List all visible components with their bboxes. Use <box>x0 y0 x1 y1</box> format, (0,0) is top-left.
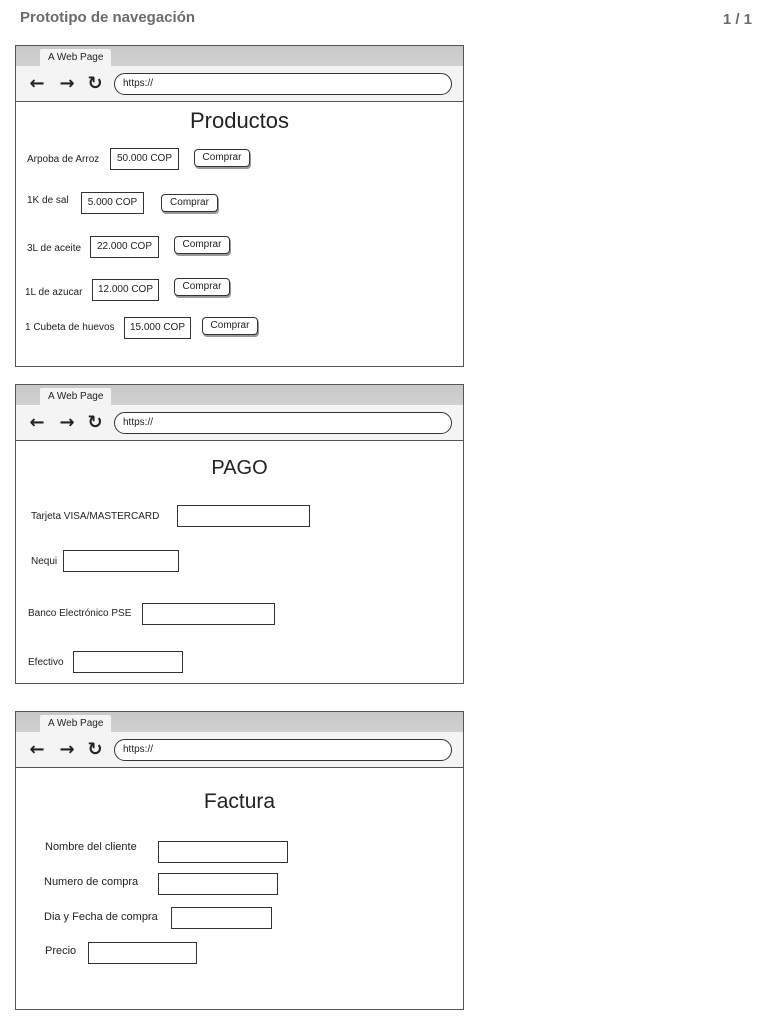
browser-window-pago <box>15 384 464 684</box>
browser-tab[interactable]: A Web Page <box>40 715 111 732</box>
comprar-button[interactable]: Comprar <box>174 278 230 296</box>
browser-toolbar <box>16 405 463 441</box>
product-price: 12.000 COP <box>92 279 159 301</box>
page-title: Factura <box>203 790 276 813</box>
comprar-button[interactable]: Comprar <box>174 236 230 254</box>
arrow-right-icon[interactable]: → <box>59 411 75 433</box>
factura-content <box>16 768 463 1009</box>
arrow-left-icon[interactable]: ← <box>29 738 45 760</box>
url-bar[interactable]: https:// <box>114 739 452 761</box>
page-title: Productos <box>189 108 290 133</box>
tab-strip <box>16 385 463 405</box>
factura-label: Dia y Fecha de compra <box>44 911 158 923</box>
comprar-button[interactable]: Comprar <box>161 194 218 212</box>
arrow-left-icon[interactable]: ← <box>29 411 45 433</box>
payment-label: Nequi <box>31 556 58 567</box>
efectivo-input[interactable] <box>73 651 183 673</box>
product-price: 5.000 COP <box>81 192 144 214</box>
tab-strip <box>16 712 463 732</box>
product-price: 50.000 COP <box>110 148 179 170</box>
numero-compra-input[interactable] <box>158 873 278 895</box>
factura-label: Numero de compra <box>44 876 139 888</box>
page-indicator: 1 / 1 <box>722 11 752 28</box>
page-title: PAGO <box>211 457 268 479</box>
payment-label: Tarjeta VISA/MASTERCARD <box>31 511 160 522</box>
browser-tab[interactable]: A Web Page <box>40 388 111 405</box>
product-price: 15.000 COP <box>124 317 191 339</box>
browser-toolbar <box>16 732 463 768</box>
fecha-compra-input[interactable] <box>171 907 272 929</box>
productos-content <box>16 102 463 366</box>
pago-content <box>16 441 463 683</box>
precio-input[interactable] <box>88 942 197 964</box>
product-name: 1K de sal <box>27 195 69 206</box>
payment-label: Banco Electrónico PSE <box>28 608 132 619</box>
comprar-button[interactable]: Comprar <box>194 149 250 167</box>
factura-label: Nombre del cliente <box>45 841 137 853</box>
reload-icon[interactable]: ↻ <box>87 738 103 760</box>
reload-icon[interactable]: ↻ <box>87 411 103 433</box>
reload-icon[interactable]: ↻ <box>87 72 103 94</box>
browser-tab[interactable]: A Web Page <box>40 49 111 66</box>
url-bar[interactable]: https:// <box>114 73 452 95</box>
nequi-input[interactable] <box>63 550 179 572</box>
product-name: 3L de aceite <box>27 243 82 254</box>
browser-window-productos <box>15 45 464 367</box>
pse-input[interactable] <box>142 603 275 625</box>
tab-strip <box>16 46 463 66</box>
browser-window-factura <box>15 711 464 1010</box>
arrow-right-icon[interactable]: → <box>59 72 75 94</box>
payment-label: Efectivo <box>28 657 64 668</box>
document-title: Prototipo de navegación <box>20 9 196 26</box>
product-name: 1 Cubeta de huevos <box>25 322 115 333</box>
factura-label: Precio <box>45 945 77 957</box>
visa-mastercard-input[interactable] <box>177 505 310 527</box>
product-name: Arpoba de Arroz <box>27 154 100 165</box>
arrow-right-icon[interactable]: → <box>59 738 75 760</box>
comprar-button[interactable]: Comprar <box>202 317 258 335</box>
product-price: 22.000 COP <box>90 236 159 258</box>
product-name: 1L de azucar <box>25 287 83 298</box>
nombre-cliente-input[interactable] <box>158 841 288 863</box>
url-bar[interactable]: https:// <box>114 412 452 434</box>
browser-toolbar <box>16 66 463 102</box>
arrow-left-icon[interactable]: ← <box>29 72 45 94</box>
